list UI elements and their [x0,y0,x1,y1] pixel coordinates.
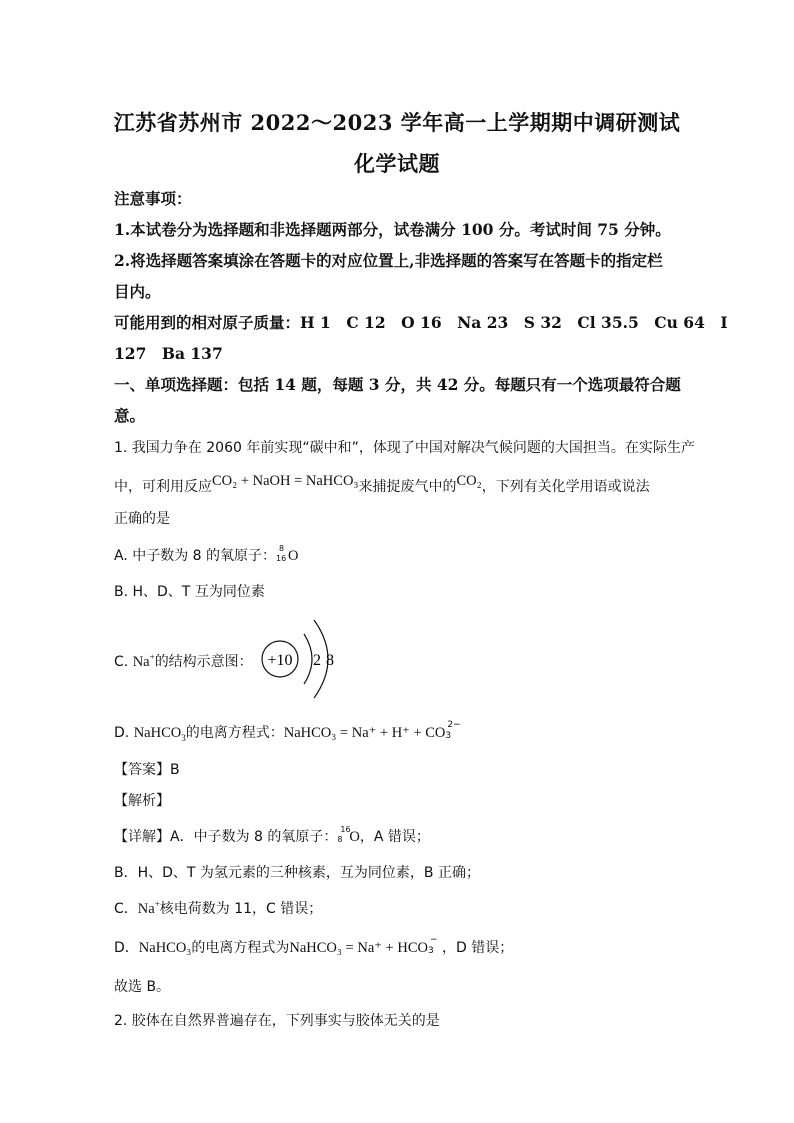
q1-option-b: B. H、D、T 互为同位素 [114,584,265,600]
q1-detail-d-equation: NaHCO₃ = Na⁺ + HCO [289,940,428,956]
electron-shell-1-count: 2 [313,652,321,669]
q2-stem: 2. 胶体在自然界普遍存在，下列事实与胶体无关的是 [114,1013,440,1029]
q1-option-a-label: A. 中子数为 8 的氧原子： [114,548,277,564]
q1-option-d-text: 的电离方程式： [185,725,284,741]
bicarbonate-ion-script [427,935,442,956]
notes-item-2-line-1: 2.将选择题答案填涂在答题卡的对应位置上,非选择题的答案写在答题卡的指定栏 [114,251,663,270]
page-subtitle: 化学试题 [354,151,440,176]
electron-shell-2-count: 8 [326,652,334,669]
section-heading-line-1: 一、单项选择题：包括 14 题，每题 3 分，共 42 分。每题只有一个选项最符合题 [114,375,681,394]
notes-heading: 注意事项： [114,189,192,208]
q1-stem-line-3: 正确的是 [114,511,170,527]
nuclide-subscript: 16 [276,554,287,563]
nuclide-symbol: O [288,548,299,564]
q1-conclusion: 故选 B。 [114,979,171,995]
ion-superscript: 2− [447,720,461,730]
q1-option-c [114,651,253,671]
nuclide-superscript: 16 [340,825,351,834]
q1-detail-d-label: D． [114,940,139,956]
section-heading-line-2: 意。 [114,406,146,425]
ion-symbol: Na [137,901,155,917]
q1-option-d-formula [134,725,186,741]
nuclide-subscript: 8 [337,835,343,844]
q1-analysis-label: 【解析】 [114,793,170,809]
page-title: 江苏省苏州市 2022～2023 学年高一上学期期中调研测试 [113,110,681,135]
q1-detail-b: B．H、D、T 为氢元素的三种核素，互为同位素，B 正确； [114,865,480,881]
q1-detail-d-suffix: ，D 错误； [441,940,514,956]
q1-option-d-label: D. [114,725,130,741]
atomic-masses-line-2: 127 Ba 137 [114,344,223,363]
q1-option-d [114,722,459,743]
atomic-masses-line-1: 可能用到的相对原子质量：H 1 C 12 O 16 Na 23 S 32 Cl 35.5 Cu 64 I [114,313,728,332]
nucleus-charge: +10 [267,652,293,669]
q1-detail-a-suffix: ，A 错误； [359,829,430,845]
q1-stem-part-b: 来捕捉废气中的 [358,479,457,495]
q1-stem-part-a: 中，可利用反应 [114,479,212,495]
formula-text: NaHCO [133,725,182,741]
electron-shell-1-arc [304,634,312,684]
sodium-ion-structure-diagram [258,614,358,706]
q1-option-c-text: 的结构示意图： [154,654,253,670]
ion-charge: + [154,899,160,910]
ion-subscript: 3 [427,946,434,956]
q1-answer: 【答案】B [114,762,180,778]
q1-detail-a [114,826,430,846]
q1-reaction: CO₂ + NaOH = NaHCO₃ [212,473,359,489]
ion-subscript: 3 [445,731,452,741]
q1-co2: CO₂ [456,473,482,489]
q1-option-c-ion [133,654,155,670]
formula-subscript: 3 [181,732,186,743]
nuclide-superscript: 8 [279,544,285,553]
carbonate-ion-script [445,720,461,741]
ion-superscript: − [429,935,438,945]
ion-symbol: Na [132,654,150,670]
notes-item-2-line-2: 目内。 [114,282,161,301]
q1-stem-line-2 [114,473,650,496]
q1-detail-c-label: C． [114,901,138,917]
q1-detail-c-text: 核电荷数为 11，C 错误； [159,901,323,917]
q1-stem-line-1: 1. 我国力争在 2060 年前实现“碳中和”，体现了中国对解决气候问题的大国担当。在实际生产 [114,440,695,456]
q1-detail-c [114,898,322,918]
nuclide-symbol: O [349,829,360,845]
q1-option-a [114,545,299,565]
q1-detail-d-formula: NaHCO₃ [138,940,192,956]
q1-detail-a-label: 【详解】A．中子数为 8 的氧原子： [114,829,338,845]
q1-detail-d [114,937,513,957]
q1-stem-part-c: ，下列有关化学用语或说法 [481,479,650,495]
ion-charge: + [149,652,155,663]
notes-item-1: 1.本试卷分为选择题和非选择题两部分，试卷满分 100 分。考试时间 75 分钟。 [114,220,671,239]
q1-detail-d-text: 的电离方程式为 [191,940,290,956]
q1-detail-a-nuclide [337,825,351,844]
q1-option-d-equation: NaHCO₃ = Na⁺ + H⁺ + CO [283,725,446,741]
q1-option-a-nuclide [276,544,288,563]
q1-option-c-label: C. [114,654,129,670]
q1-detail-c-ion [138,901,160,917]
